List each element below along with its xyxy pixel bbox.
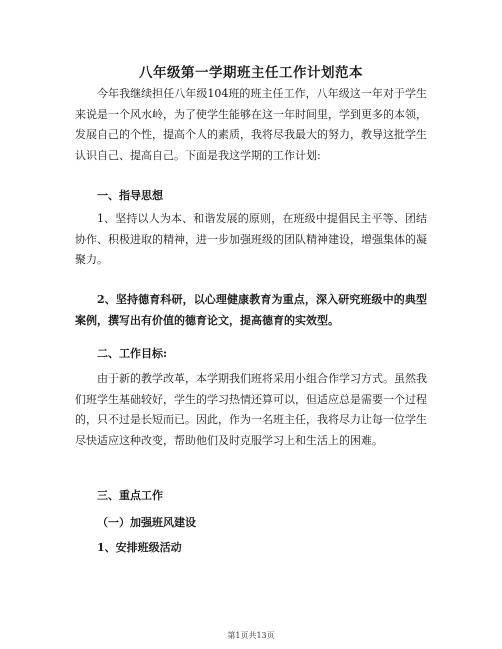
section3-subitem: 1、安排班级活动 — [97, 541, 182, 554]
section1-para1-block — [75, 209, 427, 271]
section2-heading: 二、工作目标: — [97, 347, 168, 360]
section3-subheading: （一）加强班风建设 — [97, 516, 196, 529]
section1-paragraph-2: 2、坚持德育科研，以心理健康教育为重点，深入研究班级中的典型案例，撰写出有价值的德育论文，提高德育的实效型。 — [75, 293, 427, 327]
intro-paragraph-block — [75, 84, 427, 166]
intro-paragraph: 今年我继续担任八年级104班的班主任工作，八年级这一年对于学生来说是一个风水岭，为了使学生能够在这一年时间里，学到更多的本领，发展自己的个性，提高个人的素质，我将尽我最大的努力，教导这批学生认识自己、提高自己。下面是我这学期的工作计划: — [75, 87, 427, 162]
section2-paragraph: 由于新的教学改革，本学期我们班将采用小组合作学习方式。虽然我们班学生基础较好，学生的学习热情还算可以，但适应总是需要一个过程的，只不过是长短而已。因此，作为一名班主任，我将尽力让每一位学生尽快适应这种改变，帮助他们及时克服学习上和生活上的困难。 — [75, 372, 427, 447]
section1-heading: 一、指导思想 — [97, 189, 163, 202]
section3-heading: 三、重点工作 — [97, 489, 163, 502]
document-title: 八年级第一学期班主任工作计划范本 — [139, 65, 363, 81]
page-number-footer: 第1页共13页 — [227, 631, 275, 640]
section2-para-block — [75, 369, 427, 451]
section1-para2-block — [75, 290, 427, 331]
section1-paragraph-1: 1、坚持以人为本、和谐发展的原则，在班级中提倡民主平等、团结协作、积极进取的精神，进一步加强班级的团队精神建设，增强集体的凝聚力。 — [75, 212, 427, 266]
